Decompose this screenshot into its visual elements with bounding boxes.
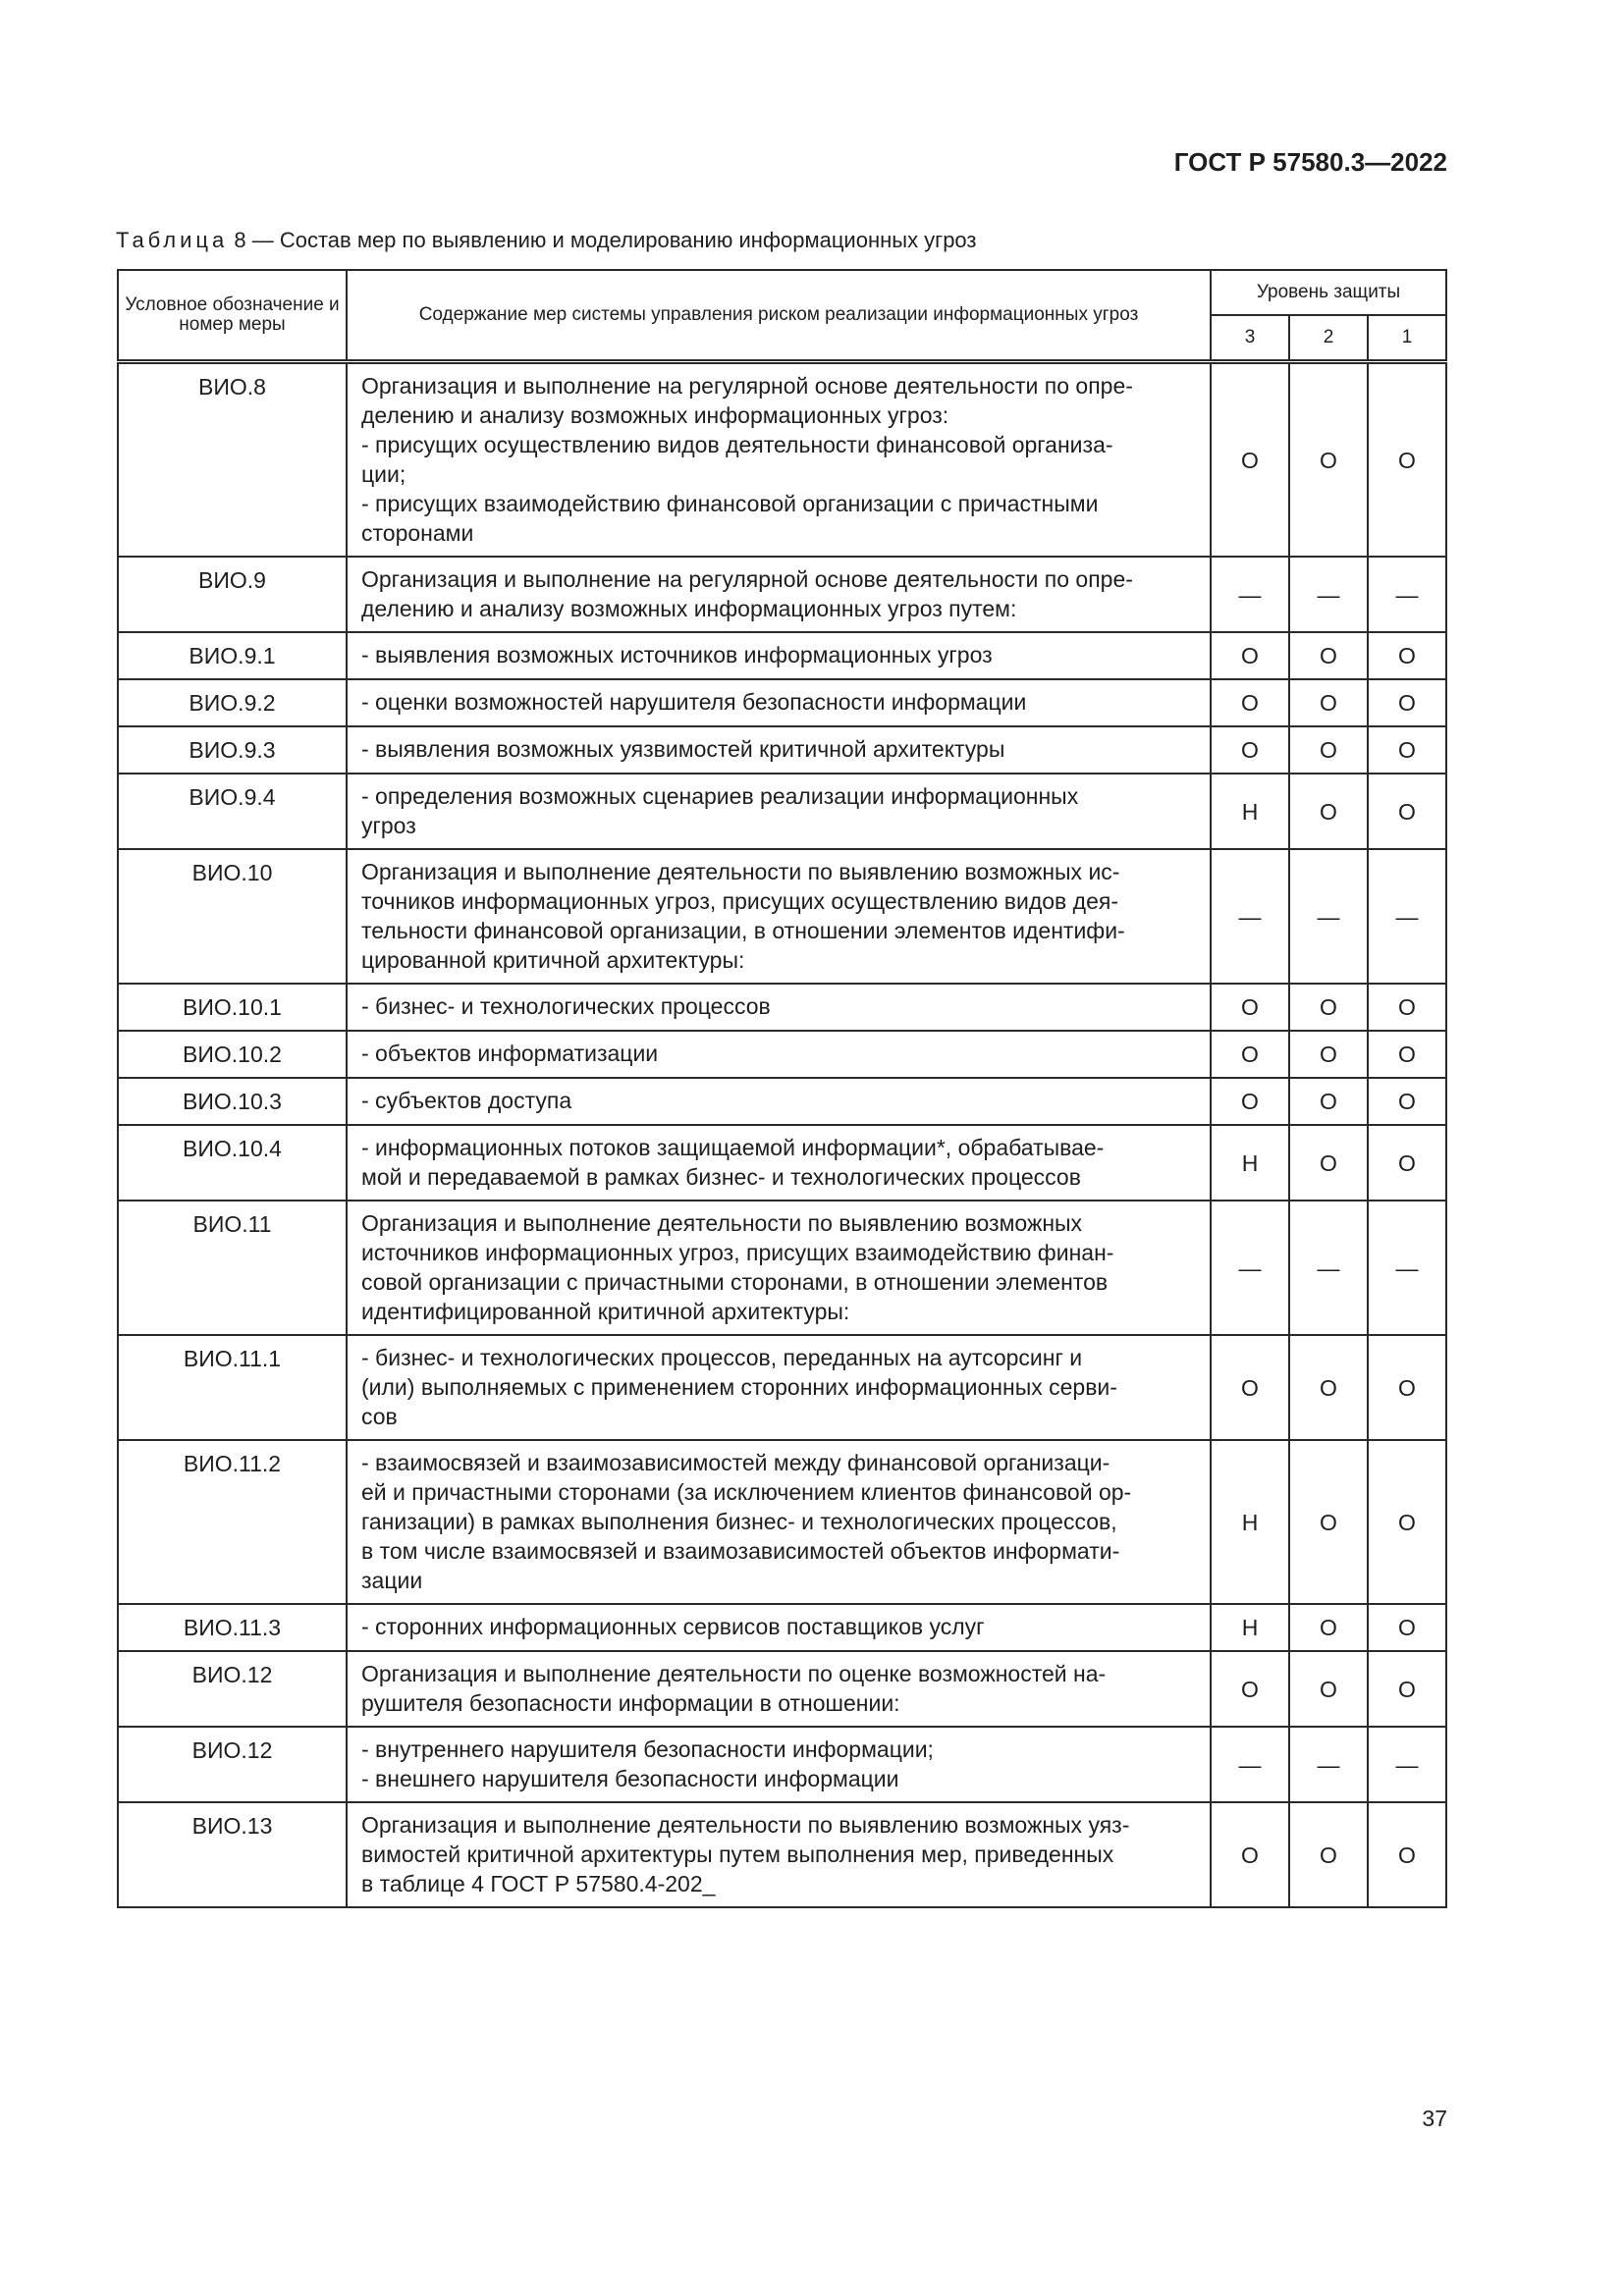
row-level-2: — xyxy=(1289,849,1368,984)
table-row xyxy=(118,1078,1446,1125)
row-level-1: — xyxy=(1368,557,1446,632)
row-level-2: О xyxy=(1289,726,1368,774)
row-code: ВИО.9.4 xyxy=(118,774,347,849)
table-body xyxy=(118,362,1446,1908)
row-level-1: О xyxy=(1368,984,1446,1031)
row-code: ВИО.10.3 xyxy=(118,1078,347,1125)
row-content: - бизнес- и технологических процессов xyxy=(347,984,1211,1031)
row-code: ВИО.13 xyxy=(118,1802,347,1907)
row-content: - сторонних информационных сервисов поставщиков услуг xyxy=(347,1604,1211,1651)
row-level-1: О xyxy=(1368,1440,1446,1604)
row-content: - взаимосвязей и взаимозависимостей между финансовой организаци- ей и причастными сторонами (за исключением клиентов финансовой ор- ганизации) в рамках выполнения бизнес- и технологических процессов, в том числе взаимосвязей и взаимозависимостей объектов информати- зации xyxy=(347,1440,1211,1604)
header-code: Условное обозначение и номер меры xyxy=(118,270,347,362)
row-level-2: О xyxy=(1289,984,1368,1031)
row-code: ВИО.9.2 xyxy=(118,679,347,726)
row-level-1: О xyxy=(1368,726,1446,774)
row-code: ВИО.9 xyxy=(118,557,347,632)
row-level-1: О xyxy=(1368,1031,1446,1078)
row-content: - объектов информатизации xyxy=(347,1031,1211,1078)
table-row xyxy=(118,1727,1446,1802)
row-level-3: Н xyxy=(1211,1125,1289,1201)
header-level-1: 1 xyxy=(1368,315,1446,362)
header-level: Уровень защиты xyxy=(1211,270,1446,315)
table-row xyxy=(118,1802,1446,1907)
row-level-3: О xyxy=(1211,1031,1289,1078)
row-level-1: О xyxy=(1368,1125,1446,1201)
row-code: ВИО.10.4 xyxy=(118,1125,347,1201)
row-code: ВИО.11.1 xyxy=(118,1335,347,1440)
row-level-1: О xyxy=(1368,632,1446,679)
row-level-3: О xyxy=(1211,679,1289,726)
row-level-3: Н xyxy=(1211,1604,1289,1651)
row-code: ВИО.12 xyxy=(118,1727,347,1802)
caption-prefix: Таблица xyxy=(116,228,229,252)
row-level-1: О xyxy=(1368,1078,1446,1125)
row-code: ВИО.9.1 xyxy=(118,632,347,679)
row-code: ВИО.8 xyxy=(118,362,347,558)
row-level-1: — xyxy=(1368,1201,1446,1335)
row-content: Организация и выполнение на регулярной основе деятельности по опре- делению и анализу возможных информационных угроз путем: xyxy=(347,557,1211,632)
header-content: Содержание мер системы управления риском реализации информационных угроз xyxy=(347,270,1211,362)
row-level-3: О xyxy=(1211,1651,1289,1727)
row-level-3: О xyxy=(1211,1335,1289,1440)
row-level-3: О xyxy=(1211,1078,1289,1125)
row-code: ВИО.9.3 xyxy=(118,726,347,774)
row-code: ВИО.11 xyxy=(118,1201,347,1335)
row-content: Организация и выполнение деятельности по выявлению возможных уяз- вимостей критичной архитектуры путем выполнения мер, приведенных в таблице 4 ГОСТ Р 57580.4-202_ xyxy=(347,1802,1211,1907)
row-level-2: О xyxy=(1289,1031,1368,1078)
row-level-3: О xyxy=(1211,632,1289,679)
row-code: ВИО.10 xyxy=(118,849,347,984)
row-content: Организация и выполнение деятельности по оценке возможностей на- рушителя безопасности информации в отношении: xyxy=(347,1651,1211,1727)
row-level-3: — xyxy=(1211,1727,1289,1802)
row-level-2: О xyxy=(1289,1802,1368,1907)
table-header-row xyxy=(118,270,1446,315)
row-level-1: — xyxy=(1368,849,1446,984)
row-code: ВИО.10.1 xyxy=(118,984,347,1031)
row-code: ВИО.12 xyxy=(118,1651,347,1727)
row-level-2: О xyxy=(1289,1651,1368,1727)
row-level-2: О xyxy=(1289,1125,1368,1201)
row-level-2: О xyxy=(1289,774,1368,849)
row-level-1: — xyxy=(1368,1727,1446,1802)
table-row xyxy=(118,726,1446,774)
page-number: 37 xyxy=(1422,2106,1447,2131)
row-level-2: — xyxy=(1289,557,1368,632)
row-content: - определения возможных сценариев реализации информационных угроз xyxy=(347,774,1211,849)
table-row xyxy=(118,1651,1446,1727)
row-content: - субъектов доступа xyxy=(347,1078,1211,1125)
row-level-3: — xyxy=(1211,849,1289,984)
row-level-1: О xyxy=(1368,679,1446,726)
document-code: ГОСТ Р 57580.3—2022 xyxy=(1173,147,1447,177)
table-row xyxy=(118,1201,1446,1335)
table-row xyxy=(118,1031,1446,1078)
row-level-2: О xyxy=(1289,1335,1368,1440)
row-level-1: О xyxy=(1368,1604,1446,1651)
header-level-3: 3 xyxy=(1211,315,1289,362)
row-code: ВИО.10.2 xyxy=(118,1031,347,1078)
row-content: - бизнес- и технологических процессов, переданных на аутсорсинг и (или) выполняемых с применением сторонних информационных серви- сов xyxy=(347,1335,1211,1440)
row-level-1: О xyxy=(1368,1802,1446,1907)
row-level-3: — xyxy=(1211,1201,1289,1335)
row-content: Организация и выполнение деятельности по выявлению возможных ис- точников информационных угроз, присущих осуществлению видов дея- тельности финансовой организации, в отношении элементов идентифи- цированной критичной архитектуры: xyxy=(347,849,1211,984)
row-level-2: О xyxy=(1289,679,1368,726)
table-row xyxy=(118,557,1446,632)
table-row xyxy=(118,1125,1446,1201)
table-row xyxy=(118,632,1446,679)
row-content: - внутреннего нарушителя безопасности информации; - внешнего нарушителя безопасности информации xyxy=(347,1727,1211,1802)
measures-table xyxy=(117,269,1447,1908)
row-content: - выявления возможных источников информационных угроз xyxy=(347,632,1211,679)
row-code: ВИО.11.3 xyxy=(118,1604,347,1651)
row-content: - информационных потоков защищаемой информации*, обрабатывае- мой и передаваемой в рамках бизнес- и технологических процессов xyxy=(347,1125,1211,1201)
row-level-2: О xyxy=(1289,632,1368,679)
table-row xyxy=(118,1335,1446,1440)
row-level-2: О xyxy=(1289,1078,1368,1125)
table-row xyxy=(118,849,1446,984)
row-content: Организация и выполнение на регулярной основе деятельности по опре- делению и анализу возможных информационных угроз: - присущих осуществлению видов деятельности финансовой организа- ции; - присущих взаимодействию финансовой организации с причастными сторонами xyxy=(347,362,1211,558)
row-level-1: О xyxy=(1368,1335,1446,1440)
table-row xyxy=(118,362,1446,558)
row-level-3: Н xyxy=(1211,1440,1289,1604)
table-row xyxy=(118,1604,1446,1651)
row-level-2: — xyxy=(1289,1201,1368,1335)
row-content: - оценки возможностей нарушителя безопасности информации xyxy=(347,679,1211,726)
table-row xyxy=(118,1440,1446,1604)
row-level-3: Н xyxy=(1211,774,1289,849)
row-level-1: О xyxy=(1368,1651,1446,1727)
row-level-2: О xyxy=(1289,1440,1368,1604)
row-content: - выявления возможных уязвимостей критичной архитектуры xyxy=(347,726,1211,774)
row-level-2: О xyxy=(1289,1604,1368,1651)
row-level-1: О xyxy=(1368,362,1446,558)
caption-text: 8 — Состав мер по выявлению и моделированию информационных угроз xyxy=(228,228,977,252)
row-level-3: О xyxy=(1211,1802,1289,1907)
row-level-3: — xyxy=(1211,557,1289,632)
table-row xyxy=(118,984,1446,1031)
row-content: Организация и выполнение деятельности по выявлению возможных источников информационных угроз, присущих взаимодействию финан- совой организации с причастными сторонами, в отношении элементов идентифицированной критичной архитектуры: xyxy=(347,1201,1211,1335)
table-row xyxy=(118,774,1446,849)
row-level-2: О xyxy=(1289,362,1368,558)
header-level-2: 2 xyxy=(1289,315,1368,362)
row-level-1: О xyxy=(1368,774,1446,849)
row-level-3: О xyxy=(1211,984,1289,1031)
row-level-3: О xyxy=(1211,362,1289,558)
table-caption xyxy=(116,228,977,253)
row-level-2: — xyxy=(1289,1727,1368,1802)
row-code: ВИО.11.2 xyxy=(118,1440,347,1604)
table-row xyxy=(118,679,1446,726)
row-level-3: О xyxy=(1211,726,1289,774)
